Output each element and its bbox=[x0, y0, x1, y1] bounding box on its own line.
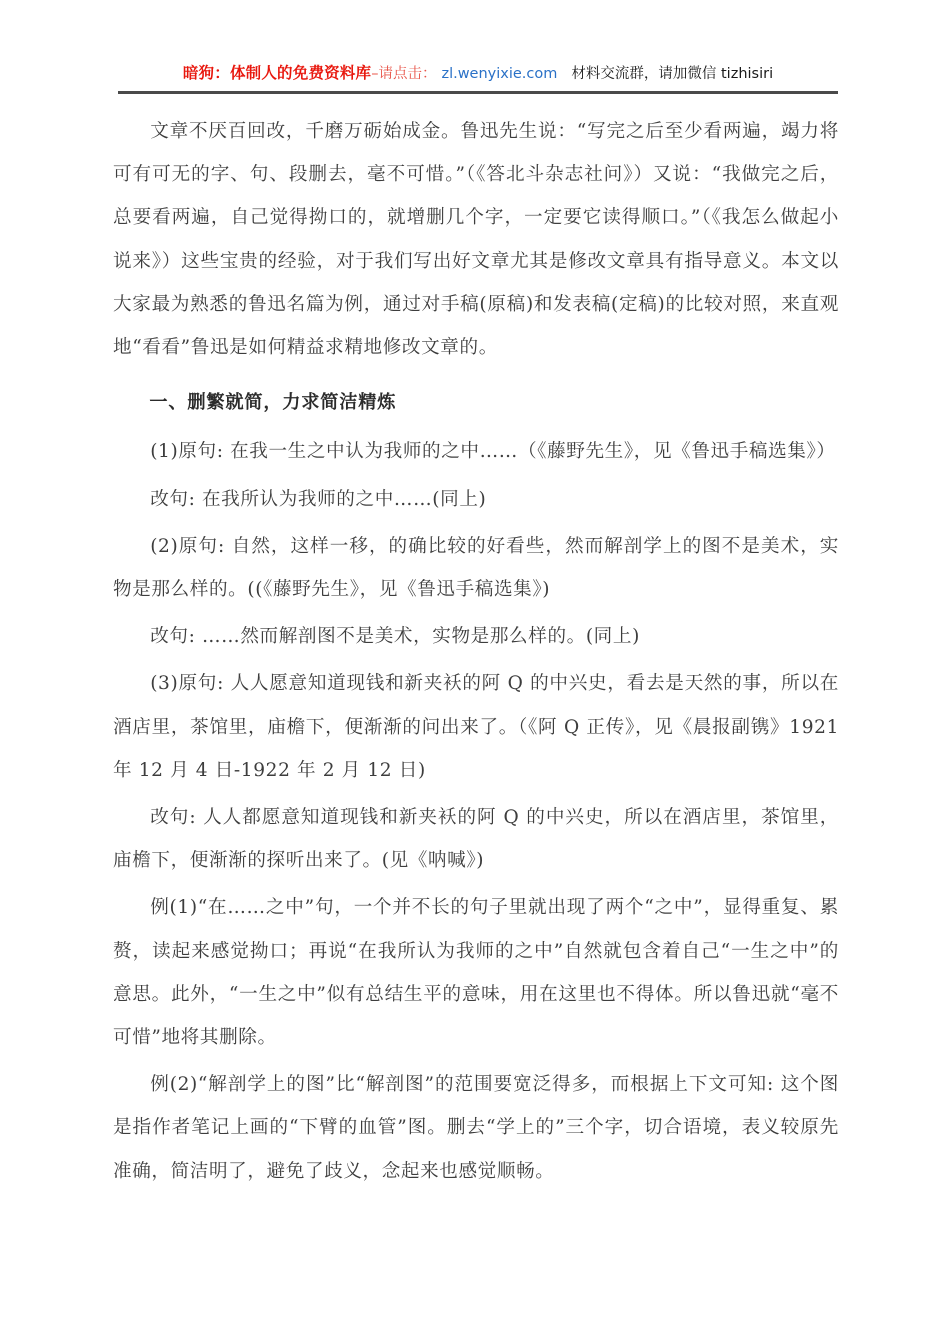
promo-wechat-text: 材料交流群，请加微信 tizhisiri bbox=[571, 66, 774, 82]
paragraph-example-1-revised: 改句: 在我所认为我师的之中……(同上) bbox=[150, 488, 487, 510]
paragraph-example-1-original: (1)原句: 在我一生之中认为我师的之中……（《藤野先生》，见《鲁迅手稿选集》） bbox=[150, 441, 836, 463]
promo-brand-text: 暗狗：体制人的免费资料库 bbox=[182, 64, 372, 82]
promo-header-banner bbox=[118, 60, 838, 87]
paragraph-analysis-1: 例(1)“在……之中”句，一个并不长的句子里就出现了两个“之中”，显得重复、累赘，读起来感觉拗口；再说“在我所认为我师的之中”自然就包含着自己“一生之中”的意思。此外，“一生之中”似有总结生平的意味，用在这里也不得体。所以鲁迅就“毫不可惜”地将其删除。 bbox=[113, 897, 839, 1049]
header-divider-rule bbox=[118, 91, 838, 94]
paragraph-analysis-2: 例(2)“解剖学上的图”比“解剖图”的范围要宽泛得多，而根据上下文可知: 这个图是指作者笔记上画的“下臂的血管”图。删去“学上的”三个字，切合语境，表义较原先准确，简洁明了，避免了歧义，念起来也感觉顺畅。 bbox=[113, 1074, 839, 1182]
document-body bbox=[113, 110, 839, 1197]
paragraph-example-3-revised: 改句: 人人都愿意知道现钱和新夹袄的阿 Q 的中兴史，所以在酒店里，茶馆里，庙檐下，便渐渐的探听出来了。(见《呐喊》) bbox=[113, 807, 839, 872]
paragraph-intro: 文章不厌百回改，千磨万砺始成金。鲁迅先生说：“写完之后至少看两遍，竭力将可有可无的字、句、段删去，毫不可惜。”（《答北斗杂志社问》）又说：“我做完之后，总要看两遍，自己觉得拗口的，就增删几个字，一定要它读得顺口。”（《我怎么做起小说来》）这些宝贵的经验，对于我们写出好文章尤其是修改文章具有指导意义。本文以大家最为熟悉的鲁迅名篇为例，通过对手稿(原稿)和发表稿(定稿)的比较对照，来直观地“看看”鲁迅是如何精益求精地修改文章的。 bbox=[113, 121, 839, 359]
promo-site-link[interactable]: zl.wenyixie.com bbox=[441, 66, 558, 82]
paragraph-example-2-revised: 改句: ……然而解剖图不是美术，实物是那么样的。(同上) bbox=[150, 626, 640, 648]
paragraph-example-3-original: (3)原句: 人人愿意知道现钱和新夹袄的阿 Q 的中兴史，看去是天然的事，所以在酒店里，茶馆里，庙檐下，便渐渐的问出来了。（《阿 Q 正传》，见《晨报副镌》1921 年 12 月 4 日-1922 年 2 月 12 日) bbox=[113, 673, 839, 781]
promo-click-prompt: –请点击： bbox=[371, 66, 437, 82]
paragraph-example-2-original: (2)原句: 自然，这样一移，的确比较的好看些，然而解剖学上的图不是美术，实物是那么样的。((《藤野先生》，见《鲁迅手稿选集》) bbox=[113, 535, 839, 601]
section-heading-1: 一、删繁就简，力求简洁精炼 bbox=[149, 392, 397, 414]
